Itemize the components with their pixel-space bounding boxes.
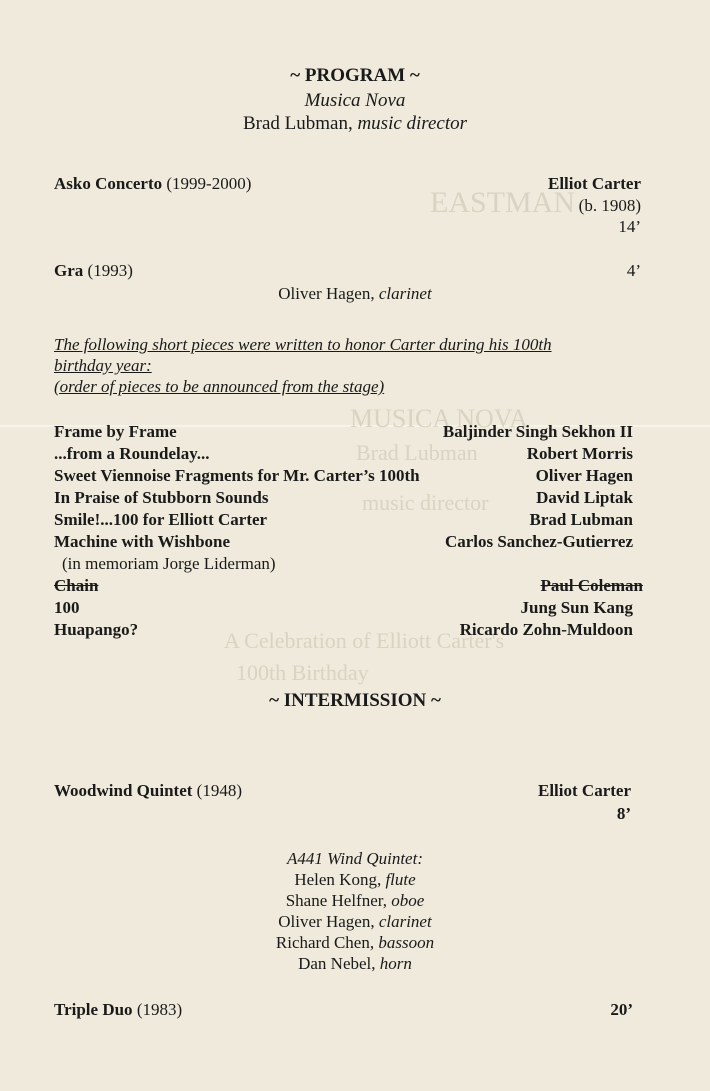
piece-title: Smile!...100 for Elliott Carter: [54, 510, 268, 529]
piece-title: Machine with Wishbone: [54, 532, 231, 551]
note-line-2: birthday year:: [54, 356, 152, 375]
director-role: music director: [357, 113, 468, 134]
work-triple-duo: [54, 1000, 182, 1020]
quintet-member: [0, 933, 710, 953]
watermark-eastman: EASTMAN: [430, 186, 576, 219]
composer-elliot-carter: Elliot Carter: [548, 174, 641, 193]
piece-title: Sweet Viennoise Fragments for Mr. Carter’s 100th: [54, 466, 420, 485]
performer-instrument: clarinet: [378, 284, 432, 303]
quintet-member: [0, 891, 710, 911]
work-year: (1948): [192, 781, 242, 800]
ensemble-a441: A441 Wind Quintet:: [287, 849, 423, 868]
piece-title: 100: [54, 598, 80, 617]
director-line: [0, 113, 710, 135]
work-year: (1993): [83, 261, 133, 280]
work-year: (1983): [132, 1000, 183, 1019]
watermark-brad-lubman: Brad Lubman: [356, 440, 478, 465]
member-name: Oliver Hagen,: [278, 912, 379, 931]
piece-dedication: (in memoriam Jorge Liderman): [62, 554, 276, 573]
piece-composer: Ricardo Zohn-Muldoon: [459, 620, 633, 639]
work-title: Gra: [54, 261, 84, 280]
piece-title: Frame by Frame: [54, 422, 177, 441]
watermark-musica-nova: MUSICA NOVA: [350, 404, 528, 433]
piece-composer: Jung Sun Kang: [520, 598, 633, 617]
work-duration: 20’: [610, 1000, 633, 1019]
member-instrument: clarinet: [378, 912, 432, 931]
member-name: Shane Helfner,: [285, 891, 392, 910]
performer-line: [0, 284, 710, 304]
quintet-member: [0, 912, 710, 932]
work-year: (1999-2000): [162, 174, 252, 193]
work-duration: 14’: [618, 217, 641, 236]
member-instrument: bassoon: [378, 933, 435, 952]
work-asko-concerto: [54, 174, 251, 194]
composer-birth: (b. 1908): [578, 196, 641, 215]
note-line-3: (order of pieces to be announced from the stage): [54, 377, 385, 396]
note-line-1: The following short pieces were written to honor Carter during his 100th: [54, 335, 552, 354]
member-name: Richard Chen,: [275, 933, 379, 952]
work-title: Asko Concerto: [54, 174, 163, 193]
intermission-heading: ~ INTERMISSION ~: [269, 690, 441, 711]
watermark-birthday: 100th Birthday: [236, 660, 369, 685]
piece-title: In Praise of Stubborn Sounds: [54, 488, 269, 507]
work-title: Triple Duo: [54, 1000, 133, 1019]
work-title: Woodwind Quintet: [54, 781, 193, 800]
director-name: Brad Lubman,: [242, 113, 358, 134]
work-duration: 8’: [616, 804, 631, 823]
piece-composer: Baljinder Singh Sekhon II: [442, 422, 633, 441]
member-instrument: flute: [385, 870, 416, 889]
performer-name: Oliver Hagen,: [278, 284, 379, 303]
member-instrument: horn: [379, 954, 412, 973]
member-name: Helen Kong,: [294, 870, 386, 889]
piece-composer: Robert Morris: [526, 444, 633, 463]
member-name: Dan Nebel,: [298, 954, 380, 973]
work-duration: 4’: [626, 261, 641, 280]
member-instrument: oboe: [391, 891, 425, 910]
program-heading: ~ PROGRAM ~: [290, 65, 420, 86]
piece-composer: David Liptak: [536, 488, 633, 507]
piece-composer: Oliver Hagen: [535, 466, 633, 485]
quintet-member: [0, 954, 710, 974]
watermark-celebration: A Celebration of Elliott Carter's: [224, 628, 505, 653]
piece-title: ...from a Roundelay...: [54, 444, 210, 463]
quintet-member: [0, 870, 710, 890]
composer-elliot-carter: Elliot Carter: [538, 781, 631, 800]
piece-composer-struck: Paul Coleman: [540, 576, 643, 595]
work-gra: [54, 261, 133, 281]
piece-title-struck: Chain: [54, 576, 99, 595]
watermark-music-director: music director: [362, 490, 489, 515]
ensemble-name: Musica Nova: [304, 90, 406, 111]
piece-composer: Brad Lubman: [529, 510, 633, 529]
work-woodwind-quintet: [54, 781, 242, 801]
piece-title: Huapango?: [54, 620, 139, 639]
piece-composer: Carlos Sanchez-Gutierrez: [444, 532, 633, 551]
